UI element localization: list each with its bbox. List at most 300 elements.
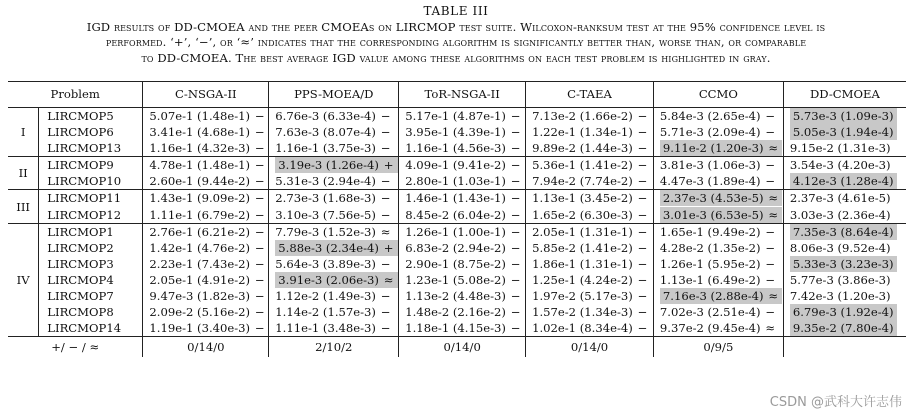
result-cell bbox=[526, 124, 654, 140]
result-cell bbox=[399, 256, 526, 272]
result-cell bbox=[653, 173, 783, 190]
result-cell bbox=[783, 190, 906, 207]
igd-value: 1.13e-1 (3.45e-2) bbox=[532, 191, 633, 206]
table-row bbox=[8, 320, 906, 337]
igd-value: 4.12e-3 (1.28e-4) bbox=[792, 174, 894, 189]
summary-row bbox=[8, 337, 906, 358]
result-cell bbox=[653, 140, 783, 157]
result-cell bbox=[526, 157, 654, 174]
table-row bbox=[8, 140, 906, 157]
igd-value: 1.11e-1 (6.79e-2) bbox=[149, 207, 251, 222]
significance-mark: − bbox=[510, 321, 521, 336]
igd-value: 7.42e-3 (1.20e-3) bbox=[789, 289, 891, 304]
result-cell bbox=[399, 272, 526, 288]
result-cell bbox=[783, 108, 906, 125]
problem-name: LIRCMOP5 bbox=[39, 108, 143, 125]
problem-name: LIRCMOP10 bbox=[39, 173, 143, 190]
igd-value: 1.02e-1 (8.34e-4) bbox=[532, 321, 633, 336]
igd-value: 1.16e-1 (4.56e-3) bbox=[405, 141, 506, 156]
significance-mark: − bbox=[380, 207, 391, 222]
result-cell bbox=[653, 320, 783, 337]
significance-mark: ≈ bbox=[765, 321, 776, 336]
problem-name: LIRCMOP12 bbox=[39, 207, 143, 224]
result-cell bbox=[783, 272, 906, 288]
table-row bbox=[8, 288, 906, 304]
igd-value: 2.73e-3 (1.68e-3) bbox=[275, 191, 376, 206]
igd-value: 5.77e-3 (3.86e-3) bbox=[789, 272, 891, 287]
significance-mark: − bbox=[637, 224, 648, 239]
significance-mark: − bbox=[380, 141, 391, 156]
result-cell bbox=[399, 223, 526, 240]
table-row bbox=[8, 223, 906, 240]
significance-mark: − bbox=[765, 109, 776, 123]
igd-value: 3.41e-1 (4.68e-1) bbox=[149, 125, 251, 140]
result-cell bbox=[143, 108, 269, 125]
significance-mark: ≈ bbox=[768, 141, 779, 156]
result-cell bbox=[269, 108, 399, 125]
igd-value: 4.28e-2 (1.35e-2) bbox=[659, 240, 761, 255]
significance-mark: − bbox=[254, 321, 265, 336]
col-header-c-nsga-ii: C-NSGA-II bbox=[143, 82, 269, 108]
summary-tor-nsga-ii: 0/14/0 bbox=[399, 337, 526, 358]
igd-value: 9.89e-2 (1.44e-3) bbox=[532, 141, 633, 156]
result-cell bbox=[269, 157, 399, 174]
problem-name: LIRCMOP11 bbox=[39, 190, 143, 207]
table-row bbox=[8, 157, 906, 174]
significance-mark: − bbox=[765, 240, 776, 255]
igd-value: 1.18e-1 (4.15e-3) bbox=[405, 321, 506, 336]
summary-dd-cmoea bbox=[783, 337, 906, 358]
result-cell bbox=[269, 140, 399, 157]
igd-value: 5.17e-1 (4.87e-1) bbox=[405, 109, 506, 123]
best-highlight bbox=[790, 108, 897, 124]
problem-name: LIRCMOP14 bbox=[39, 320, 143, 337]
significance-mark: ≈ bbox=[383, 272, 394, 287]
igd-value: 7.94e-2 (7.74e-2) bbox=[532, 174, 633, 189]
igd-value: 2.37e-3 (4.61e-5) bbox=[789, 191, 891, 206]
problem-name: LIRCMOP7 bbox=[39, 288, 143, 304]
significance-mark: − bbox=[510, 305, 521, 320]
significance-mark: − bbox=[380, 125, 391, 140]
igd-value: 1.19e-1 (3.40e-3) bbox=[149, 321, 251, 336]
significance-mark: − bbox=[380, 289, 391, 304]
significance-mark: − bbox=[380, 174, 391, 189]
significance-mark: − bbox=[510, 109, 521, 123]
significance-mark: ≈ bbox=[768, 191, 779, 206]
best-highlight bbox=[790, 224, 897, 240]
result-cell bbox=[143, 320, 269, 337]
igd-value: 8.45e-2 (6.04e-2) bbox=[405, 207, 506, 222]
result-cell bbox=[143, 190, 269, 207]
table-row bbox=[8, 108, 906, 125]
caption-line-3: to DD-CMOEA. The best average IGD value among these algorithms on each test problem is highlighted in gray. bbox=[141, 50, 771, 65]
table-row bbox=[8, 256, 906, 272]
significance-mark: − bbox=[254, 125, 265, 140]
significance-mark: − bbox=[765, 224, 776, 239]
igd-value: 7.35e-3 (8.64e-4) bbox=[792, 224, 894, 239]
igd-value: 5.88e-3 (2.34e-4) bbox=[278, 240, 379, 255]
result-cell bbox=[653, 304, 783, 320]
igd-value: 1.16e-1 (4.32e-3) bbox=[149, 141, 251, 156]
col-header-problem: Problem bbox=[8, 82, 143, 108]
group-label: III bbox=[8, 190, 39, 223]
group-label: IV bbox=[8, 223, 39, 337]
igd-value: 5.31e-3 (2.94e-4) bbox=[275, 174, 376, 189]
significance-mark: − bbox=[254, 305, 265, 320]
igd-value: 1.26e-1 (5.95e-2) bbox=[659, 256, 761, 271]
igd-value: 1.25e-1 (4.24e-2) bbox=[532, 272, 633, 287]
result-cell bbox=[653, 223, 783, 240]
igd-value: 3.95e-1 (4.39e-1) bbox=[405, 125, 506, 140]
significance-mark: − bbox=[765, 256, 776, 271]
significance-mark: − bbox=[510, 256, 521, 271]
igd-value: 5.64e-3 (3.89e-3) bbox=[275, 256, 376, 271]
significance-mark: + bbox=[383, 158, 394, 173]
igd-value: 1.42e-1 (4.76e-2) bbox=[149, 240, 251, 255]
problem-name: LIRCMOP9 bbox=[39, 157, 143, 174]
col-header-tor-nsga-ii: ToR-NSGA-II bbox=[399, 82, 526, 108]
result-cell bbox=[653, 124, 783, 140]
igd-value: 1.16e-1 (3.75e-3) bbox=[275, 141, 376, 156]
igd-value: 7.63e-3 (8.07e-4) bbox=[275, 125, 376, 140]
significance-mark: − bbox=[637, 158, 648, 173]
result-cell bbox=[269, 256, 399, 272]
result-cell bbox=[653, 207, 783, 224]
result-cell bbox=[526, 108, 654, 125]
best-highlight bbox=[660, 207, 782, 223]
result-cell bbox=[143, 124, 269, 140]
significance-mark: − bbox=[254, 240, 265, 255]
result-cell bbox=[399, 320, 526, 337]
igd-value: 1.26e-1 (1.00e-1) bbox=[405, 224, 506, 239]
significance-mark: − bbox=[765, 272, 776, 287]
significance-mark: − bbox=[637, 109, 648, 123]
result-cell bbox=[399, 157, 526, 174]
result-cell bbox=[526, 140, 654, 157]
significance-mark: − bbox=[510, 191, 521, 206]
significance-mark: − bbox=[510, 289, 521, 304]
result-cell bbox=[269, 190, 399, 207]
significance-mark: − bbox=[510, 224, 521, 239]
significance-mark: − bbox=[637, 141, 648, 156]
igd-value: 1.12e-2 (1.49e-3) bbox=[275, 289, 376, 304]
col-header-dd-cmoea: DD-CMOEA bbox=[783, 82, 906, 108]
significance-mark: − bbox=[765, 305, 776, 320]
best-highlight bbox=[790, 124, 897, 140]
igd-value: 5.07e-1 (1.48e-1) bbox=[149, 109, 251, 123]
significance-mark: − bbox=[765, 125, 776, 140]
significance-mark: − bbox=[510, 272, 521, 287]
significance-mark: + bbox=[383, 240, 394, 255]
significance-mark: − bbox=[254, 141, 265, 156]
significance-mark: − bbox=[637, 256, 648, 271]
igd-value: 5.71e-3 (2.09e-4) bbox=[659, 125, 761, 140]
best-highlight bbox=[790, 320, 897, 336]
result-cell bbox=[653, 157, 783, 174]
result-cell bbox=[783, 173, 906, 190]
igd-value: 1.65e-2 (6.30e-3) bbox=[532, 207, 633, 222]
igd-value: 3.81e-3 (1.06e-3) bbox=[659, 158, 761, 173]
result-cell bbox=[269, 272, 399, 288]
igd-value: 5.05e-3 (1.94e-4) bbox=[792, 125, 894, 140]
watermark: CSDN @武科大许志伟 bbox=[769, 395, 902, 410]
result-cell bbox=[399, 207, 526, 224]
result-cell bbox=[269, 207, 399, 224]
significance-mark: − bbox=[254, 191, 265, 206]
significance-mark: − bbox=[254, 174, 265, 189]
igd-value: 1.97e-2 (5.17e-3) bbox=[532, 289, 633, 304]
caption-line-1: IGD results of DD-CMOEA and the peer CMOEAs on LIRCMOP test suite. Wilcoxon-ranksum test at the 95% confidence level is bbox=[86, 19, 826, 34]
result-cell bbox=[526, 240, 654, 256]
significance-mark: − bbox=[510, 174, 521, 189]
significance-mark: − bbox=[254, 272, 265, 287]
igd-value: 9.37e-2 (9.45e-4) bbox=[659, 321, 761, 336]
result-cell bbox=[399, 304, 526, 320]
significance-mark: − bbox=[380, 256, 391, 271]
significance-mark: ≈ bbox=[768, 207, 779, 222]
igd-value: 6.83e-2 (2.94e-2) bbox=[405, 240, 506, 255]
problem-name: LIRCMOP1 bbox=[39, 223, 143, 240]
group-label: I bbox=[8, 108, 39, 157]
igd-value: 5.85e-2 (1.41e-2) bbox=[532, 240, 633, 255]
result-cell bbox=[399, 288, 526, 304]
significance-mark: − bbox=[510, 207, 521, 222]
igd-value: 3.10e-3 (7.56e-5) bbox=[275, 207, 376, 222]
igd-value: 3.91e-3 (2.06e-3) bbox=[278, 272, 379, 287]
result-cell bbox=[143, 240, 269, 256]
table-row bbox=[8, 272, 906, 288]
igd-value: 5.73e-3 (1.09e-3) bbox=[792, 109, 894, 123]
igd-value: 6.79e-3 (1.92e-4) bbox=[792, 305, 894, 320]
igd-value: 2.37e-3 (4.53e-5) bbox=[662, 191, 764, 206]
problem-name: LIRCMOP13 bbox=[39, 140, 143, 157]
result-cell bbox=[269, 173, 399, 190]
significance-mark: − bbox=[254, 256, 265, 271]
significance-mark: − bbox=[637, 240, 648, 255]
result-cell bbox=[269, 304, 399, 320]
result-cell bbox=[783, 240, 906, 256]
header-row bbox=[8, 82, 906, 108]
result-cell bbox=[269, 320, 399, 337]
col-header-pps-moead: PPS-MOEA/D bbox=[269, 82, 399, 108]
igd-value: 7.16e-3 (2.88e-4) bbox=[662, 289, 764, 304]
result-cell bbox=[783, 320, 906, 337]
significance-mark: − bbox=[637, 174, 648, 189]
igd-value: 1.23e-1 (5.08e-2) bbox=[405, 272, 506, 287]
igd-value: 3.01e-3 (6.53e-5) bbox=[662, 207, 764, 222]
igd-value: 1.14e-2 (1.57e-3) bbox=[275, 305, 376, 320]
result-cell bbox=[399, 173, 526, 190]
igd-value: 2.76e-1 (6.21e-2) bbox=[149, 224, 251, 239]
result-cell bbox=[269, 223, 399, 240]
result-cell bbox=[143, 288, 269, 304]
igd-value: 7.02e-3 (2.51e-4) bbox=[659, 305, 761, 320]
igd-value: 4.78e-1 (1.48e-1) bbox=[149, 158, 251, 173]
significance-mark: − bbox=[510, 158, 521, 173]
result-cell bbox=[783, 223, 906, 240]
table-row bbox=[8, 240, 906, 256]
significance-mark: − bbox=[254, 158, 265, 173]
result-cell bbox=[783, 304, 906, 320]
significance-mark: − bbox=[254, 224, 265, 239]
best-highlight bbox=[660, 140, 782, 156]
summary-c-nsga-ii: 0/14/0 bbox=[143, 337, 269, 358]
summary-label: +/ − / ≈ bbox=[8, 337, 143, 358]
igd-value: 3.19e-3 (1.26e-4) bbox=[278, 158, 379, 173]
significance-mark: − bbox=[254, 289, 265, 304]
result-cell bbox=[269, 288, 399, 304]
significance-mark: − bbox=[380, 321, 391, 336]
igd-value: 4.47e-3 (1.89e-4) bbox=[659, 174, 761, 189]
result-cell bbox=[783, 256, 906, 272]
result-cell bbox=[143, 223, 269, 240]
significance-mark: − bbox=[637, 305, 648, 320]
col-header-ccmo: CCMO bbox=[653, 82, 783, 108]
caption-line-2: performed. ‘+’, ‘−’, or ‘≈’ indicates that the corresponding algorithm is significantly better than, worse than, or comparable bbox=[105, 35, 807, 49]
igd-value: 9.15e-2 (1.31e-3) bbox=[789, 141, 891, 156]
result-cell bbox=[399, 190, 526, 207]
result-cell bbox=[653, 108, 783, 125]
result-cell bbox=[143, 256, 269, 272]
igd-value: 3.54e-3 (4.20e-3) bbox=[789, 158, 891, 173]
result-cell bbox=[526, 288, 654, 304]
result-cell bbox=[526, 320, 654, 337]
result-cell bbox=[143, 173, 269, 190]
significance-mark: − bbox=[637, 321, 648, 336]
significance-mark: − bbox=[637, 272, 648, 287]
igd-value: 2.05e-1 (1.31e-1) bbox=[532, 224, 633, 239]
table-caption bbox=[0, 0, 912, 66]
result-cell bbox=[143, 207, 269, 224]
summary-pps-moead: 2/10/2 bbox=[269, 337, 399, 358]
table-label: TABLE III bbox=[423, 4, 489, 18]
result-cell bbox=[526, 190, 654, 207]
significance-mark: ≈ bbox=[768, 289, 779, 304]
result-cell bbox=[399, 140, 526, 157]
result-cell bbox=[399, 240, 526, 256]
results-table bbox=[8, 81, 906, 357]
result-cell bbox=[526, 304, 654, 320]
result-cell bbox=[783, 124, 906, 140]
significance-mark: − bbox=[510, 125, 521, 140]
result-cell bbox=[526, 272, 654, 288]
result-cell bbox=[269, 240, 399, 256]
result-cell bbox=[526, 256, 654, 272]
significance-mark: − bbox=[765, 158, 776, 173]
result-cell bbox=[653, 256, 783, 272]
igd-value: 1.13e-2 (4.48e-3) bbox=[405, 289, 506, 304]
igd-value: 9.35e-2 (7.80e-4) bbox=[792, 321, 894, 336]
igd-value: 7.79e-3 (1.52e-3) bbox=[275, 224, 376, 239]
best-highlight bbox=[790, 304, 897, 320]
result-cell bbox=[783, 288, 906, 304]
igd-value: 1.13e-1 (6.49e-2) bbox=[659, 272, 761, 287]
result-cell bbox=[143, 272, 269, 288]
igd-value: 2.09e-2 (5.16e-2) bbox=[149, 305, 251, 320]
igd-value: 8.06e-3 (9.52e-4) bbox=[789, 240, 891, 255]
significance-mark: − bbox=[765, 174, 776, 189]
result-cell bbox=[143, 304, 269, 320]
table-body bbox=[8, 108, 906, 337]
significance-mark: − bbox=[637, 207, 648, 222]
igd-value: 2.23e-1 (7.43e-2) bbox=[149, 256, 251, 271]
result-cell bbox=[143, 157, 269, 174]
igd-value: 9.47e-3 (1.82e-3) bbox=[149, 289, 251, 304]
group-label: II bbox=[8, 157, 39, 190]
igd-value: 4.09e-1 (9.41e-2) bbox=[405, 158, 506, 173]
igd-value: 5.33e-3 (3.23e-3) bbox=[792, 256, 894, 271]
result-cell bbox=[783, 140, 906, 157]
table-row bbox=[8, 173, 906, 190]
best-highlight bbox=[275, 272, 397, 288]
problem-name: LIRCMOP3 bbox=[39, 256, 143, 272]
igd-value: 5.36e-1 (1.41e-2) bbox=[532, 158, 633, 173]
table-row bbox=[8, 304, 906, 320]
problem-name: LIRCMOP8 bbox=[39, 304, 143, 320]
significance-mark: − bbox=[510, 240, 521, 255]
igd-value: 2.80e-1 (1.03e-1) bbox=[405, 174, 506, 189]
result-cell bbox=[783, 207, 906, 224]
igd-value: 1.86e-1 (1.31e-1) bbox=[532, 256, 633, 271]
igd-value: 3.03e-3 (2.36e-4) bbox=[789, 207, 891, 222]
best-highlight bbox=[660, 288, 782, 304]
problem-name: LIRCMOP4 bbox=[39, 272, 143, 288]
significance-mark: − bbox=[637, 289, 648, 304]
igd-value: 1.46e-1 (1.43e-1) bbox=[405, 191, 506, 206]
igd-value: 2.05e-1 (4.91e-2) bbox=[149, 272, 251, 287]
result-cell bbox=[653, 272, 783, 288]
result-cell bbox=[399, 108, 526, 125]
igd-value: 1.65e-1 (9.49e-2) bbox=[659, 224, 761, 239]
summary-c-taea: 0/14/0 bbox=[526, 337, 654, 358]
significance-mark: ≈ bbox=[380, 224, 391, 239]
significance-mark: − bbox=[254, 109, 265, 123]
problem-name: LIRCMOP6 bbox=[39, 124, 143, 140]
table-row bbox=[8, 124, 906, 140]
best-highlight bbox=[660, 190, 782, 206]
igd-value: 7.13e-2 (1.66e-2) bbox=[532, 109, 633, 123]
result-cell bbox=[653, 240, 783, 256]
best-highlight bbox=[790, 173, 897, 189]
igd-value: 6.76e-3 (6.33e-4) bbox=[275, 109, 376, 123]
col-header-c-taea: C-TAEA bbox=[526, 82, 654, 108]
result-cell bbox=[653, 190, 783, 207]
best-highlight bbox=[275, 240, 397, 256]
significance-mark: − bbox=[380, 305, 391, 320]
igd-value: 1.11e-1 (3.48e-3) bbox=[275, 321, 376, 336]
table-row bbox=[8, 207, 906, 224]
result-cell bbox=[399, 124, 526, 140]
result-cell bbox=[653, 288, 783, 304]
igd-value: 5.84e-3 (2.65e-4) bbox=[659, 109, 761, 123]
igd-value: 2.90e-1 (8.75e-2) bbox=[405, 256, 506, 271]
igd-value: 9.11e-2 (1.20e-3) bbox=[662, 141, 764, 156]
significance-mark: − bbox=[637, 125, 648, 140]
result-cell bbox=[526, 207, 654, 224]
best-highlight bbox=[790, 256, 897, 272]
igd-value: 1.48e-2 (2.16e-2) bbox=[405, 305, 506, 320]
result-cell bbox=[783, 157, 906, 174]
igd-value: 1.43e-1 (9.09e-2) bbox=[149, 191, 251, 206]
table-row bbox=[8, 190, 906, 207]
result-cell bbox=[143, 140, 269, 157]
problem-name: LIRCMOP2 bbox=[39, 240, 143, 256]
result-cell bbox=[269, 124, 399, 140]
result-cell bbox=[526, 223, 654, 240]
significance-mark: − bbox=[380, 109, 391, 123]
significance-mark: − bbox=[254, 207, 265, 222]
summary-ccmo: 0/9/5 bbox=[653, 337, 783, 358]
